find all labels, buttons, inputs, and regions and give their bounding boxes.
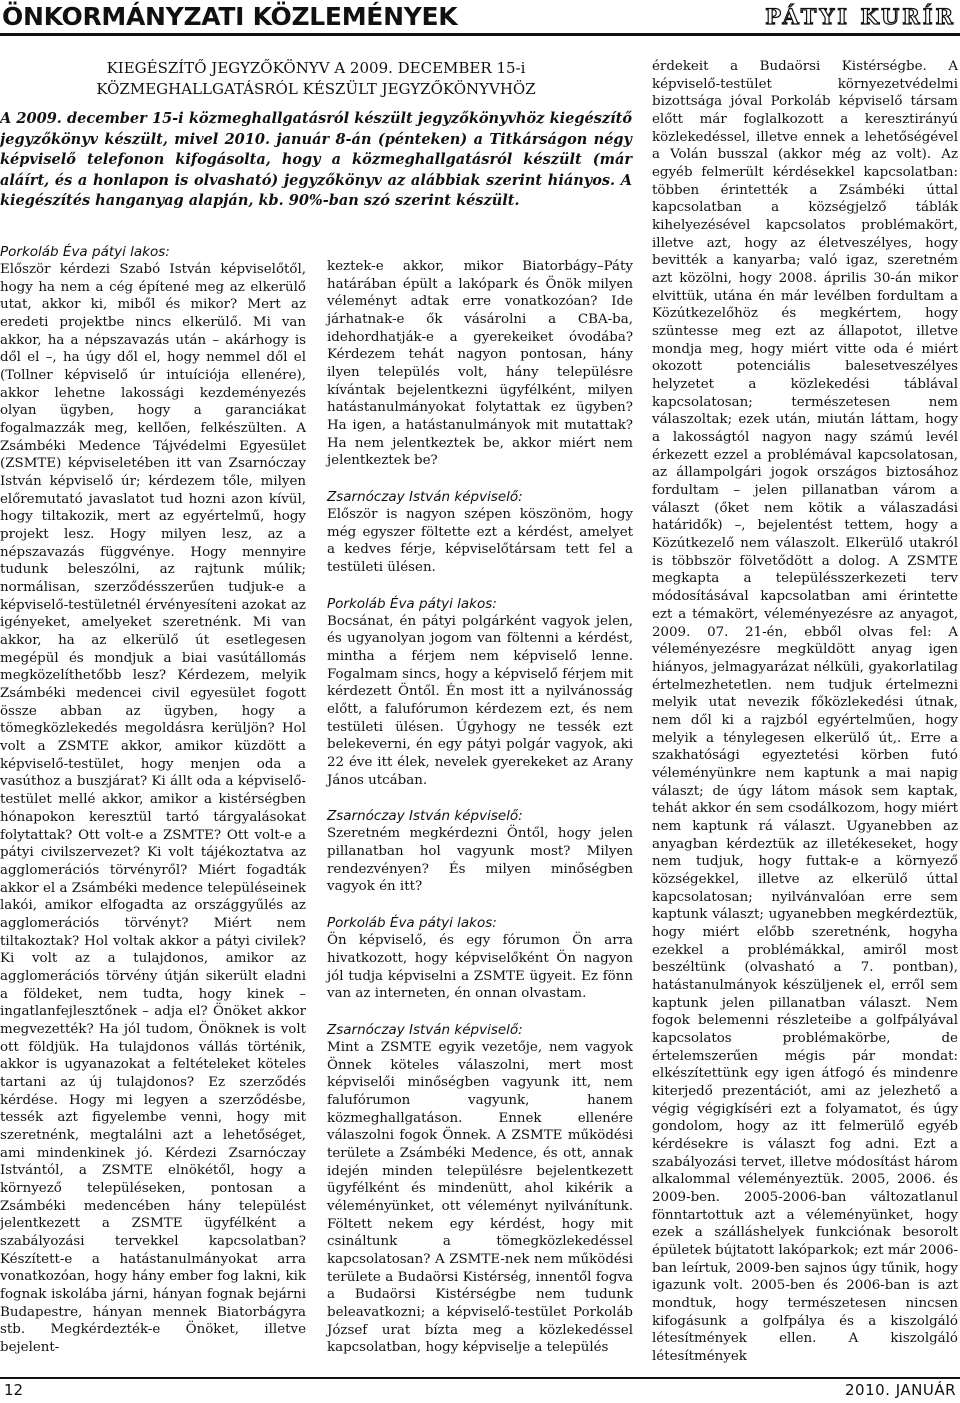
page-header xyxy=(0,0,960,38)
speech-text: Először is nagyon szépen köszönöm, hogy még egyszer föltette ezt a kérdést, amelyet a kedves férje, képviselőtársam tett fel a testületi ülésen. xyxy=(327,507,633,576)
speech-text: Ön képviselő, és egy fórumon Ön arra hivatkozott, hogy képviselőként Ön nagyon jól tudja képviselni a ZSMTE ügyeit. Ez fönn van az interneten, én onnan olvastam. xyxy=(327,933,633,1002)
page-number: 12 xyxy=(4,1381,24,1399)
speech-text: Először kérdezi Szabó István képviselőtől, hogy ha nem a cég építené meg az elkerülő utat, akkor ki, miből és mikor? Mert az eredeti projektbe nincs elkerülő. Mi van akkor, ha a népszavazás után – akárhogy is dől el –, ha úgy dől el, hogy nemmel dől el (Tollner képviselő úr intuíciója ellenére), akkor lehetne lakossági kezdeményezés olyan ügyben, hogy a garanciákat fogalmazzák meg, kellően, felkészülten. A Zsámbéki Medence Tájvédelmi Egyesület (ZSMTE) képviseletében itt van Zsarnóczay István képviselő úr; kérdezem tőle, milyen előremutató javaslatot tud hozni azon kívül, hogy tiltakozik, mert az egyértelmű, hogy projekt lesz. Hogy milyen lesz, az a népszavazás függvénye. Hogy mennyire tudunk beleszólni, az rajtunk múlik; normálisan, szerződésszerűen tudjuk-e a képviselő-testületnél érvényesíteni azokat az igényeket, amelyeket szeretnénk. Mi van akkor, ha az elkerülő út esetlegesen megépül és mondjuk a biai vasútállomás megközelíthetőbb lesz? Kérdezem, melyik Zsámbéki medencei civil egyesület fogott össze abban az ügyben, hogy a tömegközlekedés megoldásra kerüljön? Hol volt a ZSMTE akkor, amikor küzdött a képviselő-testület, hogy menjen oda a vasúthoz a buszjárat? Ki állt oda a képviselő-testület mellé akkor, amikor a kistérségben hónapokon keresztül tartó tárgyalásokat folytattak? Ott volt-e a ZSMTE? Ott volt-e a pátyi civilszervezet? Ki volt tájékoztatva az agglomerációs törvényről? Miért fogadták akkor el a Zsámbéki medence településeinek lakói, amikor elfogadta az országgyűlés az agglomerációs törvényt? Miért nem tiltakoztak? Hol voltak akkor a pátyi civilek? Ki volt az a tulajdonos, amikor az agglomerációs törvény útján sikerült eladni a földeket, nem tudta, hogy kinek – ingatlanfejlesztőnek – adja el? Önöket akkor megvezették? Ha jól tudom, Önöknek is volt ott földjük. Ha tulajdonos vállás történik, akkor is ugyanazokat a feltételeket köteles tartani az új tulajdonos? Ez szerződés kérdése. Hogy mi legyen a szerződésbe, tessék azt figyelembe venni, hogy mit szeretnénk, megtalálni azt a lehetőséget, ami mindenkinek jó. Kérdezi Zsarnóczay Istvántól, a ZSMTE elnökétől, hogy a környező településeken, pontosan a Zsámbéki medencében hány települést jelentkezett a ZSMTE ügyfélként a szabályozási tervekkel kapcsolatban? Készített-e a hatástanulmányokat arra vonatkozóan, hogy hány ember fog lakni, kik fognak iskolába járni, hányan fognak bejárni Budapestre, hányan mennek Biatorbágyra stb. Megkérdezték-e Önöket, illetve bejelent- xyxy=(0,262,306,1355)
column-3 xyxy=(652,58,958,1366)
article-title-line2: KÖZMEGHALLGATÁSRÓL KÉSZÜLT JEGYZŐKÖNYVHÖZ xyxy=(96,80,536,98)
page-footer xyxy=(0,1377,960,1403)
speaker-label: Porkoláb Éva pátyi lakos: xyxy=(327,915,497,932)
speaker-label: Porkoláb Éva pátyi lakos: xyxy=(0,244,170,260)
column-1 xyxy=(0,243,306,1357)
header-rule xyxy=(0,33,960,36)
article-title xyxy=(0,58,632,100)
speech-text: Bocsánat, én pátyi polgárként vagyok jelen, és ugyanolyan jogom van föltenni a kérdést, mintha a férjem nem képviselő lenne. Fogalmam sincs, hogy a képviselő férjem mit kérdezett Öntől. Én most itt a nyilvánosság előtt, a falufórumon kérdezem ezt, és nem testületi ülésen. Úgyhogy ne tessék ezt belekeverni, én egy pátyi polgár vagyok, aki 22 éve itt élek, nevelek gyerekeket az Arany János utcában. xyxy=(327,613,633,788)
speech-text: Mint a ZSMTE egyik vezetője, nem vagyok Önnek köteles válaszolni, mert most képviselői minőségben vagyunk itt, nem falufórumon vagyunk, hanem közmeghallgatáson. Ennek ellenére válaszolni fogok Önnek. A ZSMTE működési területe a Zsámbéki Medence, és ott, annak idején minden településre bejelentkezett ügyfélként és mindenütt, ahol kikérik a véleményünket, ott véleményt nyilvánítunk. Föltett nekem egy kérdést, hogy mit csináltunk a tömegközlekedéssel kapcsolatosan? A ZSMTE-nek nem működési területe a Budaörsi Kistérség, innentől fogva a Budaörsi Kistérségbe nem tudunk beleavatkozni; a képviselő-testület Porkoláb József urat bízta meg a közlekedéssel kapcsolatban, hogy képviselje a település xyxy=(327,1039,633,1356)
footer-rule xyxy=(0,1377,960,1379)
speaker-label: Zsarnóczay István képviselő: xyxy=(327,1021,523,1038)
column-2 xyxy=(327,258,633,1357)
article-title-line1: KIEGÉSZÍTŐ JEGYZŐKÖNYV A 2009. DECEMBER 15-i xyxy=(106,59,526,77)
issue-date: 2010. JANUÁR xyxy=(844,1381,956,1399)
speaker-label: Porkoláb Éva pátyi lakos: xyxy=(327,595,497,612)
speech-text: keztek-e akkor, mikor Biatorbágy–Páty határában épült a lakópark és Önök milyen véleményt adtak erre vonatkozóan? Ide járhatnak-e ők vásárolni a CBA-ba, idehordhatják-e a gyerekeiket óvodába? Kérdezem tehát nagyon pontosan, hány ilyen település volt, hány településre kívántak bejelentkezni ügyfélként, milyen hatástanulmányokat folytattak ez ügyben? Ha igen, a hatástanulmányok mit mutattak? Ha nem jelentkeztek be, akkor miért nem jelentkeztek be? xyxy=(327,259,633,469)
speech-text: Szeretném megkérdezni Öntől, hogy jelen pillanatban hol vagyunk most? Milyen rendezvényen? És milyen minőségben vagyok én itt? xyxy=(327,826,633,895)
speaker-label: Zsarnóczay István képviselő: xyxy=(327,489,523,506)
section-title: ÖNKORMÁNYZATI KÖZLEMÉNYEK xyxy=(2,2,458,31)
speech-text: érdekeit a Budaörsi Kistérségbe. A képviselő-testület környezetvédelmi bizottsága jóval Porkoláb képviselő társam előtt már foglalkozott a keresztirányú közlekedéssel, illetve ennek a lehetőségével a Volán busszal (akkor még az volt). Az egyéb felmerült kérdésekkel kapcsolatban: többen érintették a Zsámbéki úttal kapcsolatban a községjelző táblák kihelyezésével kapcsolatos problémakört, illetve azt, hogy az életveszélyes, hogy bevitték a kanyarba; való igaz, szeretném azt közölni, hogy 2008. április 30-án mikor elvittük, utána én már levélben fordultam a Közútkezelőhöz és megkértem, hogy szüntesse meg ezt az állapotot, illetve mondja meg, hogy miért vitte oda é miért okozott potenciális balesetveszélyes helyzetet a közlekedési táblával kapcsolatosan; természetesen nem válaszoltak; ezek után, miután láttam, hogy a lakosságtól nagyon nagy számú levél érkezett ezzel a problémával kapcsolatosan, az állampolgári jogok országos biztosához fordultam – jelen pillanatban várom a választ (őket nem kötik a válaszadási határidők) –, bejelentést tettem, hogy a Közútkezelő nem válaszolt. Elkerülő utakról is többször fölvetődött a dolog. A ZSMTE megkapta a településszerkezeti terv módosításával kapcsolatban ami érintette ezt a témakört, véleményezésre az anyagot, 2009. 07. 21-én, ebből olvas fel: A véleményezésre megküldött anyag igen hiányos, jelmagyarázat nélküli, gyakorlatilag értelmezhetetlen. nem tudjuk értelmezni melyik utat nevezik főközlekedési útnak, nem dől ki a rajzból egyértelműen, hogy melyik a ténylegesen elkerülő út,. Erre a szakhatósági egyeztetési körben futó véleményünkre nem kaptunk a mai napig választ; de úgy látom mások sem kaptak, tehát akkor én sem csodálkozom, hogy miért nem kaptunk rá választ. Ugyanebben az anyagban kérdeztük az illetékeseket, hogy nem tudjuk, hogy futtak-e a környező községekkel, illetve az elkerülő úttal kapcsolatosan; nyilvánvalóan erre sem kaptunk választ; ugyanebben megkérdeztük, hogy miért előbb szeretnénk, hogyha ezekkel a problémákkal, amiről most beszéltünk (olvasható a 7. pontban), hatástanulmányok készüljenek el, erről sem kaptunk jelen pillanatban választ. Nem fogok belemenni részleteibe a golfpályával kapcsolatos problémakörbe, de értelemszerűen mégis pár mondat: elkészítettünk egy igen átfogó és mindenre kiterjedő prezentációt, ami az jelezhető a végig végigkíséri ezt a folyamatot, és úgy gondolom, hogy az itt felmerülő egyéb kérdésekre is választ fog adni. Ezt a szabályozási tervet, illetve módosítást három alkalommal véleményeztük. 2005, 2006. és 2009-ben. 2005-2006-ban változatlanul fönntartottuk azt a véleményünket, hogy ezek a szálláshelyek funkciónak besorolt épületek bújtatott lakóparkok; ezt már 2006-ban leírtuk, 2009-ben sajnos úgy tűnik, hogy igazunk volt. 2005-ben és 2006-ban is azt mondtuk, hogy természetesen nincsen kifogásunk a golfpálya és a kiszolgáló létesítmények ellen. A kiszolgáló létesítmények xyxy=(652,59,959,1365)
article-intro: A 2009. december 15-i közmeghallgatásról készült jegyzőkönyvhöz kiegészítő jegyzőkönyv készült, mivel 2010. január 8-án (pénteken) a Titkárságon négy képviselő telefonon kifogásolta, hogy a közmeghallgatásról készült (már aláírt, és a honlapon is olvasható) jegyzőkönyv az alábbiak szerint hiányos. A kiegészítés hanganyag alapján, kb. 90%-ban szó szerint készült. xyxy=(0,110,632,209)
speaker-label: Zsarnóczay István képviselő: xyxy=(327,808,523,825)
brand-logo: PÁTYI KURÍR xyxy=(765,4,956,29)
article-head xyxy=(0,58,632,212)
